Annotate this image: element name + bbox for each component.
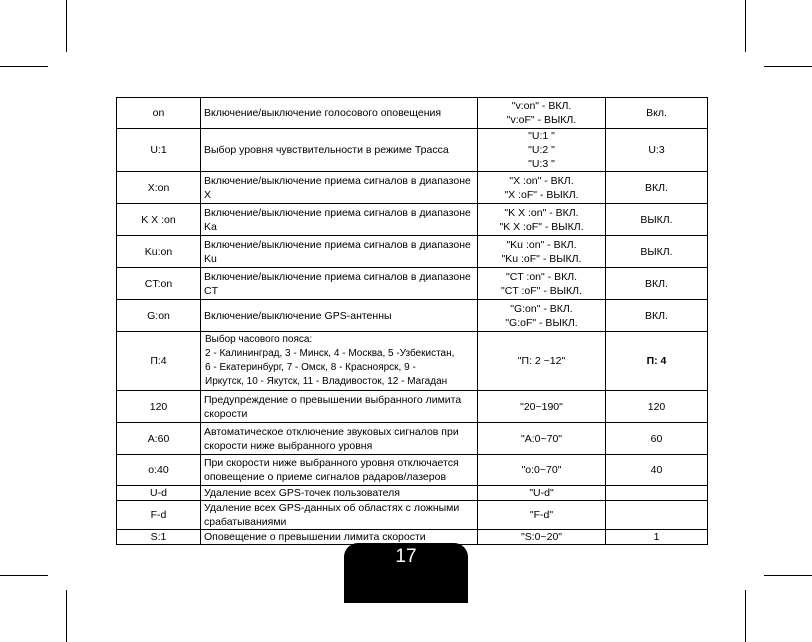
page-number: 17 [395,546,417,567]
setting-description: Включение/выключение голосового оповещения [201,98,478,129]
crop-mark [0,575,48,576]
setting-range: "П: 2 ~12" [478,332,606,391]
setting-default: 40 [606,455,708,486]
setting-default: ВЫКЛ. [606,204,708,236]
setting-description: Включение/выключение приема сигналов в диапазоне X [201,172,478,204]
crop-mark [0,66,48,67]
setting-description: Оповещение о превышении лимита скорости [201,530,478,545]
setting-description: Удаление всех GPS-данных об областях с ложными срабатываниями [201,501,478,530]
setting-range: "Ku :on" - ВКЛ. "Ku :oF" - ВЫКЛ. [478,236,606,268]
setting-default [606,501,708,530]
setting-code: F-d [117,501,201,530]
setting-range: "o:0~70" [478,455,606,486]
setting-default: 60 [606,423,708,455]
setting-description: Включение/выключение приема сигналов в диапазоне CT [201,268,478,300]
setting-code: G:on [117,300,201,332]
setting-description: Включение/выключение GPS-антенны [201,300,478,332]
crop-mark [66,0,67,52]
settings-table [116,97,708,545]
setting-description: Включение/выключение приема сигналов в диапазоне Ku [201,236,478,268]
setting-default: П: 4 [606,332,708,391]
setting-code: U-d [117,486,201,501]
setting-code: U:1 [117,129,201,172]
setting-description: Предупреждение о превышении выбранного лимита скорости [201,391,478,423]
setting-code: K X :on [117,204,201,236]
table-row [117,172,708,204]
setting-range: "S:0~20" [478,530,606,545]
setting-code: on [117,98,201,129]
setting-default: ВЫКЛ. [606,236,708,268]
setting-default: ВКЛ. [606,300,708,332]
setting-code: 120 [117,391,201,423]
table-row [117,501,708,530]
setting-default: ВКЛ. [606,268,708,300]
table-row [117,98,708,129]
setting-range: "20~190" [478,391,606,423]
setting-description: Выбор уровня чувствительности в режиме Трасса [201,129,478,172]
setting-range: "G:on" - ВКЛ. "G:oF" - ВЫКЛ. [478,300,606,332]
setting-description: Автоматическое отключение звуковых сигналов при скорости ниже выбранного уровня [201,423,478,455]
crop-mark [745,590,746,642]
table-row [117,332,708,391]
setting-default: 1 [606,530,708,545]
setting-description: Выбор часового пояса: 2 - Калининград, 3 - Минск, 4 - Москва, 5 -Узбекистан, 6 - Екатеринбург, 7 - Омск, 8 - Красноярск, 9 - Иркутск, 10 - Якутск, 11 - Владивосток, 12 - Магадан [201,332,478,391]
crop-mark [764,66,812,67]
setting-code: o:40 [117,455,201,486]
table-row [117,486,708,501]
setting-range: "v:on" - ВКЛ. "v:oF" - ВЫКЛ. [478,98,606,129]
table-row [117,129,708,172]
setting-description: При скорости ниже выбранного уровня отключается оповещение о приеме сигналов радаров/лазеров [201,455,478,486]
page-number-tab [344,543,468,603]
setting-description: Удаление всех GPS-точек пользователя [201,486,478,501]
setting-range: "CT :on" - ВКЛ. "CT :oF" - ВЫКЛ. [478,268,606,300]
setting-default: ВКЛ. [606,172,708,204]
setting-code: Ku:on [117,236,201,268]
setting-code: X:on [117,172,201,204]
setting-range: "K X :on" - ВКЛ. "K X :oF" - ВЫКЛ. [478,204,606,236]
setting-description: Включение/выключение приема сигналов в диапазоне Ka [201,204,478,236]
crop-mark [764,575,812,576]
setting-code: CT:on [117,268,201,300]
setting-range: "A:0~70" [478,423,606,455]
table-row [117,300,708,332]
setting-code: A:60 [117,423,201,455]
setting-default: 120 [606,391,708,423]
setting-default [606,486,708,501]
setting-range: "X :on" - ВКЛ. "X :oF" - ВЫКЛ. [478,172,606,204]
setting-range: "F-d" [478,501,606,530]
setting-default: Вкл. [606,98,708,129]
crop-mark [66,590,67,642]
setting-code: S:1 [117,530,201,545]
setting-default: U:3 [606,129,708,172]
setting-range: "U-d" [478,486,606,501]
table-row [117,455,708,486]
table-row [117,268,708,300]
setting-code: П:4 [117,332,201,391]
setting-range: "U:1 " "U:2 " "U:3 " [478,129,606,172]
crop-mark [745,0,746,52]
table-row [117,204,708,236]
table-row [117,236,708,268]
table-row [117,423,708,455]
table-row [117,391,708,423]
